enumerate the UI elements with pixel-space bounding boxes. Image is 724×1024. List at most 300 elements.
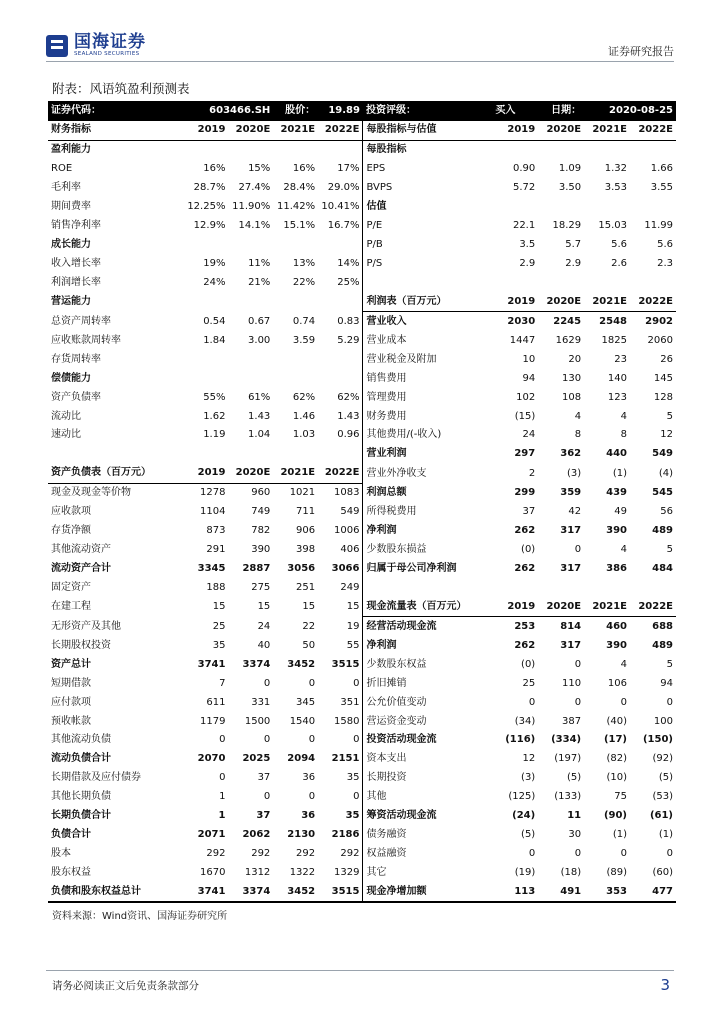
table-row <box>48 693 676 712</box>
cell-value-left: 15% <box>248 163 271 175</box>
cell-value-right: 110 <box>562 677 582 689</box>
cell-value-left: 0.83 <box>318 312 363 331</box>
cell-value-right: 22.1 <box>512 220 536 232</box>
cell-value-right: 262 <box>514 525 536 537</box>
cell-value-left: 1.43 <box>248 410 271 422</box>
cell-value-right: 2019 <box>492 121 538 140</box>
cell-value-left: 36 <box>301 810 316 822</box>
cell-value-left <box>318 445 363 464</box>
cell-value-left: 1580 <box>318 712 363 731</box>
cell-value-right <box>538 274 584 293</box>
cell-value-left: 14.1% <box>238 220 271 232</box>
cell-value-right: 253 <box>514 620 536 632</box>
cell-value-left <box>273 445 318 464</box>
cell-value-right: (15) <box>514 410 536 422</box>
cell-value-right: 484 <box>652 563 673 575</box>
cell-value-left: 1083 <box>318 483 363 502</box>
row-label-left: 财务指标 <box>48 121 184 140</box>
cell-value-left: 3452 <box>273 883 318 903</box>
row-label-left: 速动比 <box>51 429 81 441</box>
cell-value-right: 123 <box>607 391 627 403</box>
row-label-right: 折旧摊销 <box>366 677 407 689</box>
page-number: 3 <box>660 976 670 994</box>
cell-value-right: 317 <box>560 525 582 537</box>
row-label-left: 长期借款及应付债券 <box>51 772 141 784</box>
row-label-right: P/E <box>366 220 383 232</box>
cell-value-right: (1) <box>612 829 627 841</box>
data-source: 资料来源：Wind资讯、国海证券研究所 <box>52 911 228 922</box>
cell-value-left: 3515 <box>318 655 363 674</box>
table-row <box>48 864 676 883</box>
cell-value-left: 1104 <box>200 506 226 518</box>
cell-value-left: 61% <box>248 391 271 403</box>
cell-value-left: 19 <box>318 617 363 636</box>
row-label-right <box>363 274 492 293</box>
table-row <box>48 597 676 616</box>
cell-value-left: 55% <box>203 391 226 403</box>
cell-value-left: 1278 <box>200 487 226 499</box>
cell-value-left: 1006 <box>318 522 363 541</box>
cell-value-right <box>584 579 630 598</box>
cell-value-left: 2071 <box>197 829 226 841</box>
cell-value-right: 1.66 <box>650 163 673 175</box>
cell-value-right: 145 <box>653 372 673 384</box>
cell-value-right: (5) <box>521 829 536 841</box>
row-label-right: 财务费用 <box>366 410 407 422</box>
cell-value-left: 2019 <box>184 464 229 483</box>
table-row <box>48 464 676 483</box>
row-label-right: BVPS <box>366 182 393 194</box>
disclaimer: 请务必阅读正文后免责条款部分 <box>52 980 199 992</box>
cell-value-left: 2025 <box>242 753 271 765</box>
cell-value-right <box>538 579 584 598</box>
table-row <box>48 788 676 807</box>
cell-value-right: (125) <box>508 791 536 803</box>
cell-value-right: 2020E <box>538 292 584 311</box>
cell-value-right: 814 <box>560 620 582 632</box>
cell-value-left <box>273 292 318 311</box>
cell-value-right: (90) <box>603 810 627 822</box>
row-label-left: 负债和股东权益总计 <box>48 883 184 903</box>
date-value: 2020-08-25 <box>584 101 676 121</box>
cell-value-right <box>492 140 538 159</box>
cell-value-left: 40 <box>257 639 271 651</box>
cell-value-right <box>584 274 630 293</box>
table-row <box>48 483 676 502</box>
table-row <box>48 198 676 217</box>
cell-value-right: 317 <box>560 639 582 651</box>
row-label-right: 少数股东权益 <box>366 658 427 670</box>
table-row <box>48 292 676 311</box>
cell-value-left <box>184 236 229 255</box>
cell-value-left: 5.29 <box>318 331 363 350</box>
cell-value-right: (34) <box>514 715 536 727</box>
cell-value-left: 28.4% <box>283 182 316 194</box>
cell-value-right: 353 <box>584 883 630 903</box>
cell-value-left: 292 <box>251 848 271 860</box>
cell-value-right: 102 <box>516 391 536 403</box>
cell-value-left: 292 <box>206 848 226 860</box>
cell-value-left: 345 <box>296 696 316 708</box>
cell-value-left: 3056 <box>287 563 316 575</box>
table-row <box>48 731 676 750</box>
table-row <box>48 503 676 522</box>
cell-value-left: 3452 <box>287 658 316 670</box>
cell-value-right: (1) <box>612 467 627 479</box>
page-header <box>0 0 724 62</box>
table-title: 附表：风语筑盈利预测表 <box>52 81 190 96</box>
cell-value-right: 5 <box>666 410 673 422</box>
cell-value-right: 18.29 <box>552 220 582 232</box>
cell-value-left: 2022E <box>318 464 363 483</box>
cell-value-left <box>273 140 318 159</box>
cell-value-left <box>228 140 273 159</box>
row-label-left <box>48 445 184 464</box>
row-label-right: 债务融资 <box>366 829 407 841</box>
cell-value-right <box>538 140 584 159</box>
cell-value-left: 27.4% <box>238 182 271 194</box>
row-label-right: 营业利润 <box>366 448 407 460</box>
cell-value-left: 29.0% <box>318 179 363 198</box>
table-row <box>48 350 676 369</box>
row-label-left: 资产负债率 <box>51 391 101 403</box>
row-label-left: 资产负债表（百万元） <box>48 464 184 483</box>
cell-value-right: 2021E <box>584 121 630 140</box>
table-row <box>48 426 676 445</box>
row-label-left: ROE <box>51 163 73 175</box>
cell-value-left: 0 <box>219 772 226 784</box>
cell-value-left: 24 <box>257 620 271 632</box>
cell-value-right: 1629 <box>555 334 582 346</box>
cell-value-right: 108 <box>562 391 582 403</box>
cell-value-right <box>492 579 538 598</box>
cell-value-left: 2887 <box>242 563 271 575</box>
cell-value-right: 390 <box>606 639 627 651</box>
cell-value-left: 19% <box>203 258 226 270</box>
cell-value-left: 398 <box>296 544 316 556</box>
row-label-left: 资产总计 <box>51 658 91 670</box>
row-label-left: 流动负债合计 <box>51 753 111 765</box>
cell-value-right: 0 <box>666 696 673 708</box>
cell-value-right: 2022E <box>630 292 676 311</box>
cell-value-right: 106 <box>607 677 627 689</box>
row-label-left: 总资产周转率 <box>51 315 111 327</box>
row-label-right: 销售费用 <box>366 372 407 384</box>
cell-value-right: 545 <box>652 487 673 499</box>
row-label-right: 利润表（百万元） <box>363 292 492 311</box>
cell-value-right <box>492 198 538 217</box>
cell-value-right: (334) <box>551 734 582 746</box>
cell-value-right: 12 <box>522 753 536 765</box>
table-row <box>48 807 676 826</box>
cell-value-right: 3.55 <box>650 182 673 194</box>
cell-value-left <box>228 369 273 388</box>
cell-value-right: 11 <box>567 810 582 822</box>
cell-value-right: 2020E <box>538 597 584 616</box>
cell-value-left: 14% <box>318 255 363 274</box>
cell-value-right: (10) <box>606 772 627 784</box>
cell-value-right: (3) <box>521 772 536 784</box>
cell-value-right: 0 <box>574 544 582 556</box>
cell-value-right: (3) <box>566 467 582 479</box>
cell-value-right: 26 <box>660 353 673 365</box>
cell-value-left <box>318 292 363 311</box>
cell-value-left <box>273 369 318 388</box>
cell-value-right: 4 <box>620 410 627 422</box>
table-row <box>48 845 676 864</box>
cell-value-right: 477 <box>630 883 676 903</box>
cell-value-left: 28.7% <box>193 182 226 194</box>
row-label-right: 营业成本 <box>366 334 407 346</box>
cell-value-right: 5.6 <box>657 239 673 251</box>
cell-value-left: 1.04 <box>248 429 271 441</box>
cell-value-right: 5 <box>666 658 673 670</box>
cell-value-right: 1825 <box>601 334 627 346</box>
cell-value-right: 2022E <box>630 121 676 140</box>
cell-value-right: (92) <box>652 753 673 765</box>
cell-value-right: 1.32 <box>604 163 627 175</box>
cell-value-right: 0 <box>574 696 582 708</box>
cell-value-left: 15 <box>318 597 363 616</box>
cell-value-left: 1670 <box>200 867 226 879</box>
row-label-right <box>363 579 492 598</box>
cell-value-right: 0 <box>574 658 582 670</box>
cell-value-left: 0 <box>318 674 363 693</box>
cell-value-right: (150) <box>642 734 673 746</box>
row-label-right: 所得税费用 <box>366 506 417 518</box>
row-label-right: 每股指标与估值 <box>363 121 492 140</box>
cell-value-right: (60) <box>652 867 673 879</box>
cell-value-left: 1312 <box>244 867 271 879</box>
cell-value-right: 386 <box>606 563 627 575</box>
table-row <box>48 274 676 293</box>
cell-value-right: (53) <box>652 791 673 803</box>
table-row <box>48 236 676 255</box>
cell-value-right: 2.6 <box>611 258 627 270</box>
cell-value-left: 2020E <box>228 464 273 483</box>
cell-value-right: (82) <box>606 753 627 765</box>
rating-value: 买入 <box>492 101 538 121</box>
report-type: 证券研究报告 <box>608 45 674 58</box>
cell-value-left: 2021E <box>273 121 318 140</box>
row-label-right: 净利润 <box>366 639 397 651</box>
cell-value-left: 21% <box>248 276 271 288</box>
row-label-right: 其他 <box>366 791 387 803</box>
row-label-right: 营业收入 <box>366 315 407 327</box>
row-label-left: 利润增长率 <box>51 276 101 288</box>
cell-value-right: 5 <box>666 544 673 556</box>
cell-value-right: (4) <box>658 467 673 479</box>
cell-value-left: 291 <box>206 544 226 556</box>
table-row <box>48 331 676 350</box>
cell-value-left: 1329 <box>318 864 363 883</box>
cell-value-left: 251 <box>296 581 316 593</box>
table-row <box>48 712 676 731</box>
cell-value-left <box>228 236 273 255</box>
cell-value-right: 94 <box>522 372 536 384</box>
cell-value-left: 22 <box>302 620 316 632</box>
cell-value-left <box>318 140 363 159</box>
cell-value-right: 2019 <box>492 597 538 616</box>
cell-value-left: 331 <box>251 696 271 708</box>
cell-value-left: 611 <box>206 696 226 708</box>
table-row <box>48 121 676 140</box>
cell-value-left: 15 <box>257 601 271 613</box>
stock-code-value: 603466.SH <box>184 101 274 121</box>
cell-value-right: 113 <box>492 883 538 903</box>
row-label-left: 现金及现金等价物 <box>51 487 131 499</box>
row-label-right: 现金净增加额 <box>363 883 492 903</box>
cell-value-left: 12.9% <box>193 220 226 232</box>
table-row <box>48 750 676 769</box>
cell-value-left: 188 <box>206 581 226 593</box>
cell-value-right: 262 <box>514 563 536 575</box>
row-label-left: 流动比 <box>51 410 81 422</box>
cell-value-left: 11% <box>248 258 271 270</box>
row-label-left: 成长能力 <box>51 239 91 251</box>
cell-value-right: 100 <box>653 715 673 727</box>
cell-value-left: 12.25% <box>187 201 226 213</box>
cell-value-left: 2022E <box>318 121 363 140</box>
row-label-right: 公允价值变动 <box>366 696 427 708</box>
cell-value-right: 8 <box>620 429 627 441</box>
cell-value-right: 299 <box>514 487 536 499</box>
row-label-left: 存货净额 <box>51 525 91 537</box>
cell-value-right: (5) <box>566 772 582 784</box>
cell-value-left: 7 <box>219 677 226 689</box>
table-row <box>48 655 676 674</box>
cell-value-right: 2.9 <box>519 258 536 270</box>
info-bar <box>48 101 676 121</box>
table-row <box>48 160 676 179</box>
stock-code-label: 证券代码： <box>48 101 184 121</box>
cell-value-left <box>184 445 229 464</box>
cell-value-left: 3066 <box>318 560 363 579</box>
cell-value-left: 3741 <box>197 658 226 670</box>
cell-value-right: (18) <box>560 867 582 879</box>
cell-value-left: 3741 <box>184 883 229 903</box>
cell-value-right: 42 <box>568 506 582 518</box>
table-row <box>48 369 676 388</box>
cell-value-right: 5.72 <box>512 182 536 194</box>
cell-value-left: 3345 <box>197 563 226 575</box>
row-label-right: 估值 <box>366 201 387 213</box>
cell-value-right <box>584 140 630 159</box>
rating-label: 投资评级： <box>363 101 492 121</box>
cell-value-left: 1.84 <box>203 334 226 346</box>
cell-value-left <box>273 350 318 369</box>
cell-value-left <box>318 369 363 388</box>
cell-value-left: 749 <box>251 506 271 518</box>
row-label-right: 权益融资 <box>366 848 407 860</box>
cell-value-left: 1500 <box>244 715 271 727</box>
cell-value-right: 0 <box>620 848 627 860</box>
table-row <box>48 312 676 331</box>
cell-value-right: 0.90 <box>512 163 536 175</box>
cell-value-left: 11.90% <box>232 201 271 213</box>
cell-value-left: 1 <box>218 810 226 822</box>
table-row <box>48 388 676 407</box>
cell-value-right: (61) <box>649 810 673 822</box>
cell-value-left: 782 <box>251 525 271 537</box>
cell-value-left: 25 <box>212 620 226 632</box>
cell-value-left: 1540 <box>289 715 316 727</box>
cell-value-left: 2020E <box>228 121 273 140</box>
cell-value-right: (5) <box>658 772 673 784</box>
brand-name-en: SEALAND SECURITIES <box>74 51 140 57</box>
cell-value-left: 549 <box>318 503 363 522</box>
cell-value-right: 359 <box>560 487 582 499</box>
row-label-left: 无形资产及其他 <box>51 620 121 632</box>
cell-value-left: 35 <box>318 807 363 826</box>
row-label-left: 销售净利率 <box>51 220 101 232</box>
cell-value-right: 362 <box>560 448 582 460</box>
cell-value-right: 2.3 <box>657 258 673 270</box>
cell-value-right: 15.03 <box>598 220 627 232</box>
cell-value-right: 2902 <box>645 315 673 327</box>
forecast-table <box>48 101 676 903</box>
cell-value-right: 94 <box>660 677 673 689</box>
cell-value-right: 439 <box>606 487 627 499</box>
cell-value-right: 49 <box>614 506 627 518</box>
row-label-right: P/S <box>366 258 383 270</box>
cell-value-left: 11.42% <box>277 201 316 213</box>
cell-value-right <box>584 198 630 217</box>
cell-value-right: 4 <box>620 544 627 556</box>
row-label-right: 利润总额 <box>366 487 407 499</box>
table-row <box>48 560 676 579</box>
row-label-left: 固定资产 <box>51 581 91 593</box>
table-row <box>48 179 676 198</box>
row-label-left: 应付款项 <box>51 696 91 708</box>
cell-value-left: 0 <box>308 677 316 689</box>
cell-value-right: 390 <box>606 525 627 537</box>
table-row <box>48 445 676 464</box>
cell-value-left: 37 <box>257 772 271 784</box>
cell-value-left: 16% <box>203 163 226 175</box>
cell-value-left: 2021E <box>273 464 318 483</box>
cell-value-left: 2151 <box>318 750 363 769</box>
cell-value-left: 292 <box>296 848 316 860</box>
cell-value-right: 1.09 <box>558 163 582 175</box>
cell-value-right: 2021E <box>584 597 630 616</box>
cell-value-left: 3.59 <box>292 334 316 346</box>
cell-value-left: 3374 <box>228 883 273 903</box>
cell-value-left: 24% <box>203 276 226 288</box>
cell-value-left <box>184 292 229 311</box>
cell-value-left: 1322 <box>289 867 316 879</box>
cell-value-right: 2019 <box>492 292 538 311</box>
cell-value-right: 2020E <box>538 121 584 140</box>
cell-value-right: 262 <box>514 639 536 651</box>
row-label-left: 其他长期负债 <box>51 791 111 803</box>
cell-value-right: 24 <box>522 429 536 441</box>
row-label-right: 每股指标 <box>366 144 407 156</box>
brand-logo <box>46 34 146 58</box>
cell-value-right: 387 <box>562 715 582 727</box>
row-label-right: 现金流量表（百万元） <box>363 597 492 616</box>
cell-value-right: 10 <box>522 353 536 365</box>
row-label-left: 长期股权投资 <box>51 639 111 651</box>
row-label-left: 负债合计 <box>51 829 91 841</box>
cell-value-left: 2130 <box>287 829 316 841</box>
row-label-left: 应收款项 <box>51 506 91 518</box>
cell-value-right: (1) <box>658 829 673 841</box>
cell-value-left: 15 <box>302 601 316 613</box>
cell-value-right: 460 <box>606 620 627 632</box>
cell-value-right <box>538 198 584 217</box>
cell-value-right: 440 <box>606 448 627 460</box>
